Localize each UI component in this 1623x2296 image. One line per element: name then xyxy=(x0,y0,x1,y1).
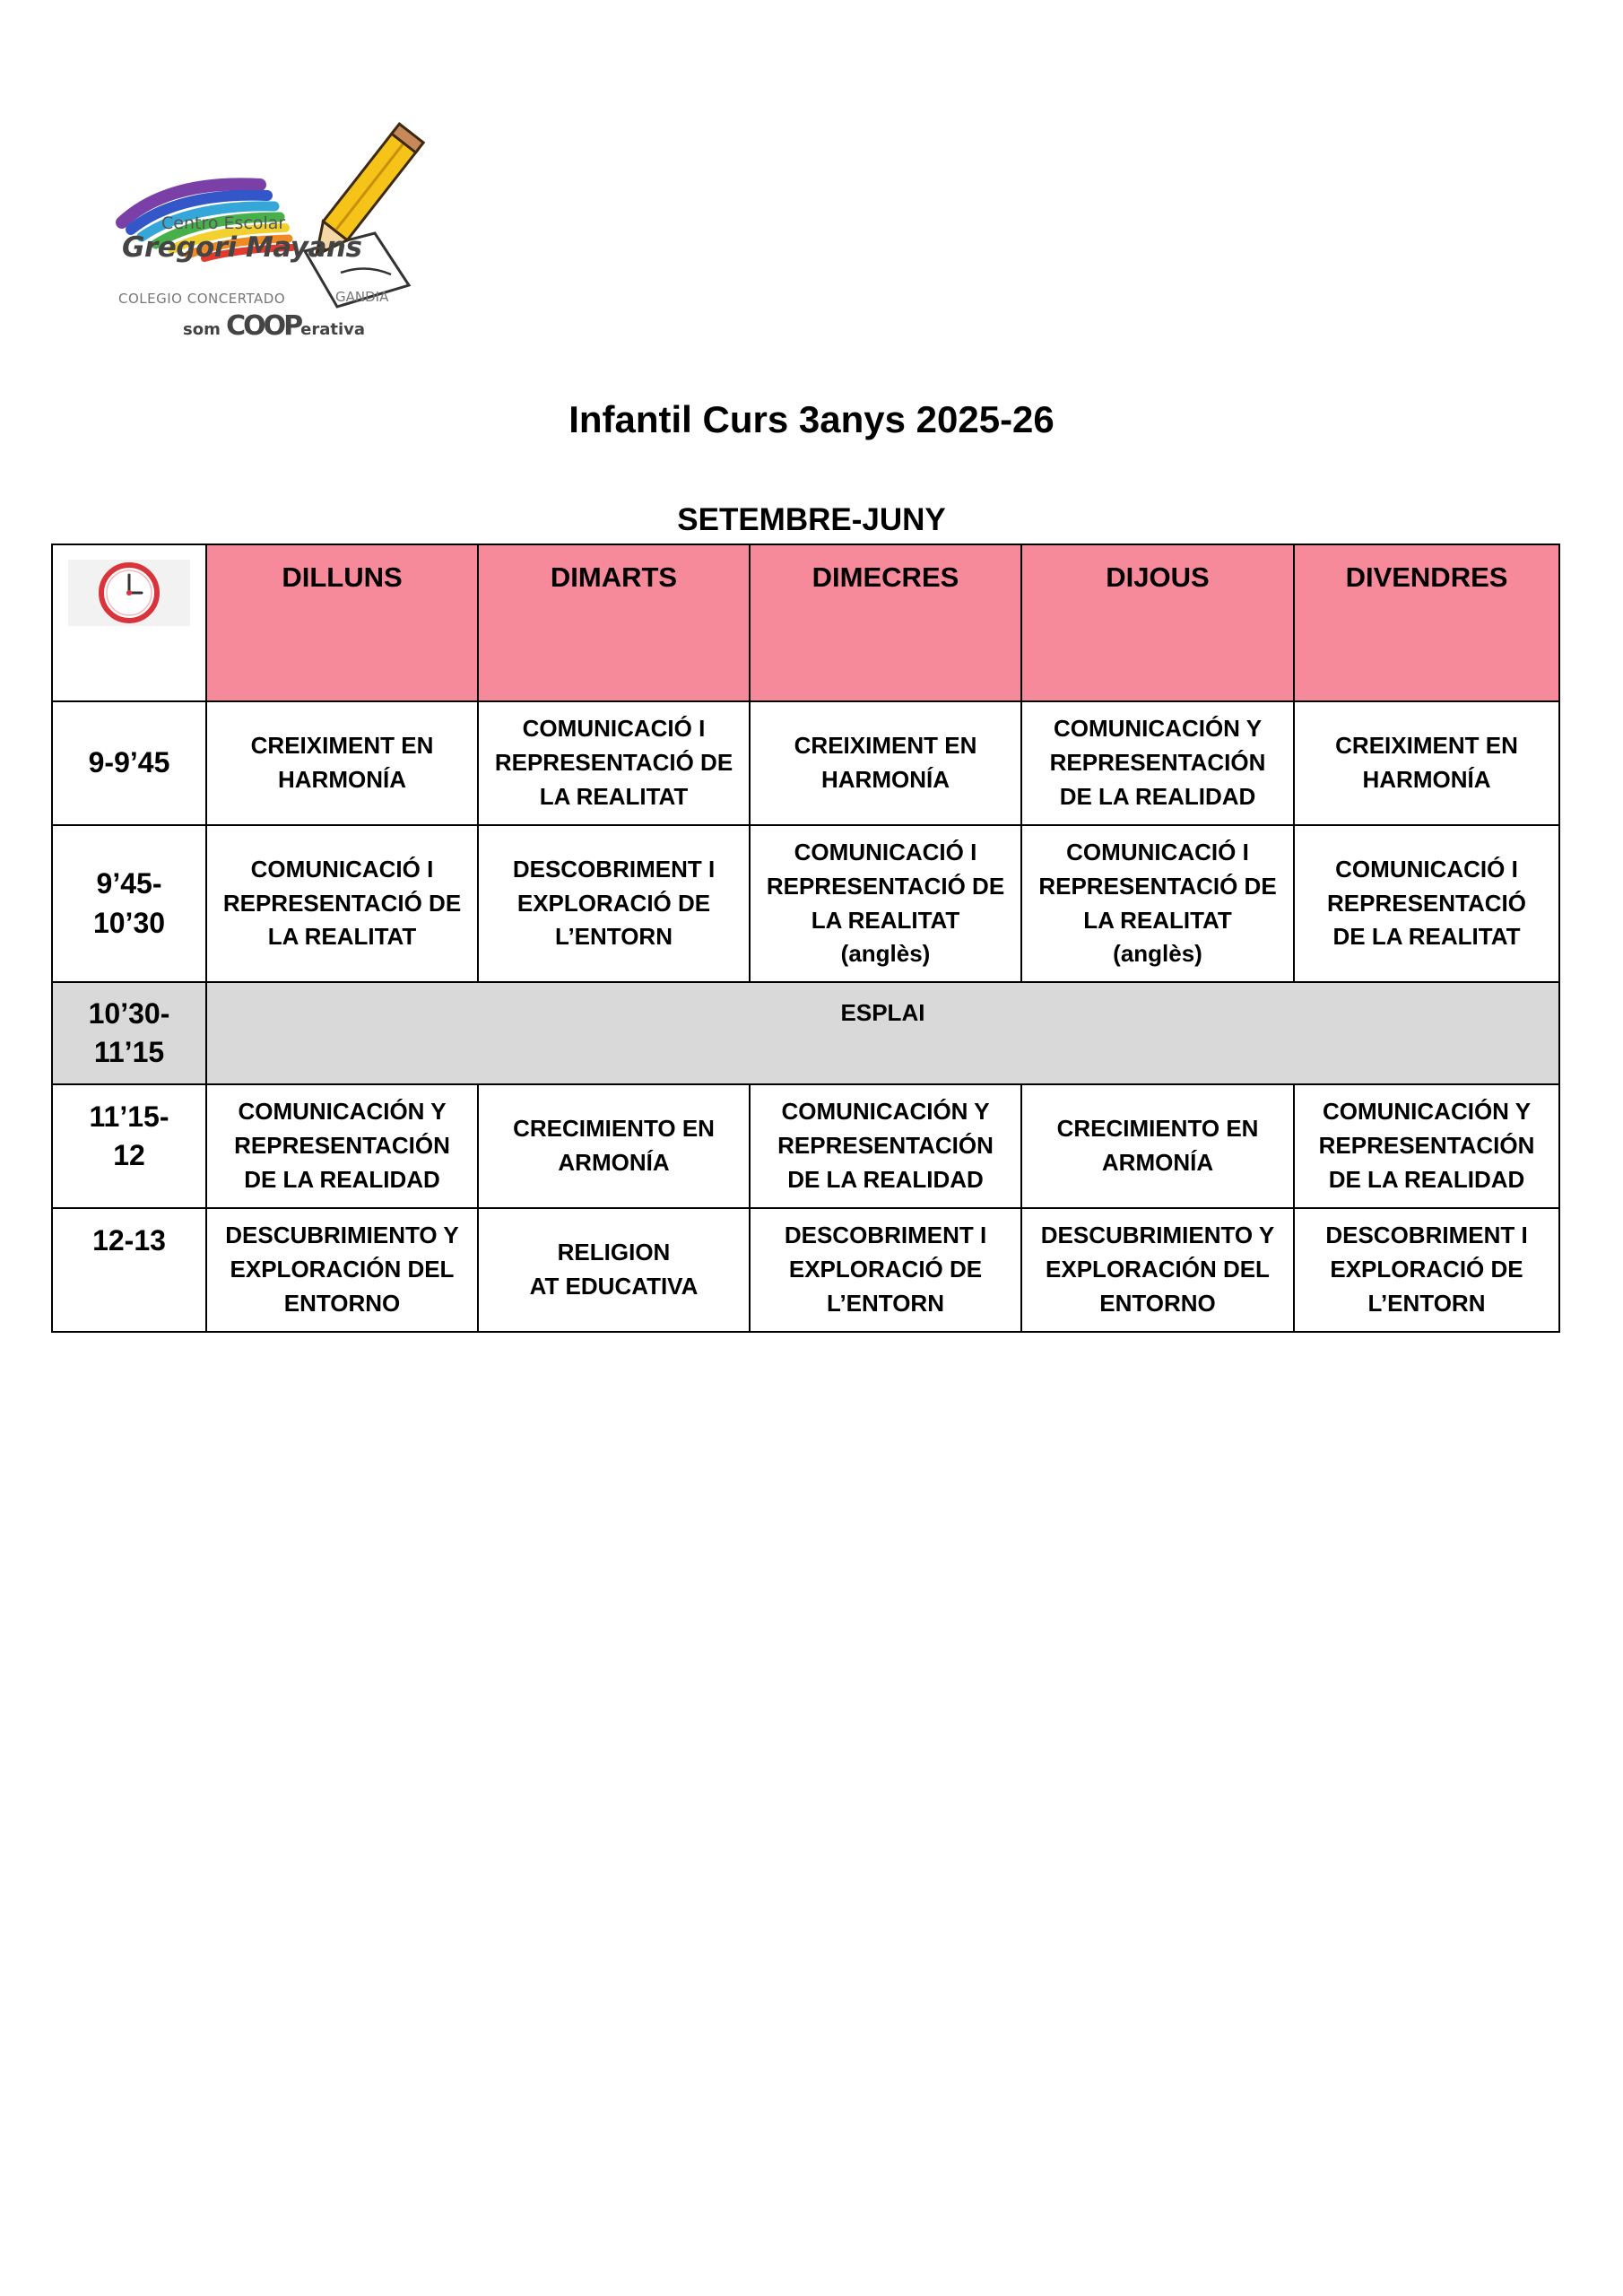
time-slot-row xyxy=(52,701,1559,825)
subject-line: COMUNICACIÓ I xyxy=(1066,839,1249,866)
subject-line: (anglès) xyxy=(1113,940,1202,968)
subject-line: COMUNICACIÓ I xyxy=(522,715,706,743)
subject-cell xyxy=(478,825,750,982)
subject-line: REPRESENTACIÓN xyxy=(1049,749,1266,777)
time-slot-cell xyxy=(52,1084,206,1208)
header-row xyxy=(52,544,1559,701)
subject-cell xyxy=(478,701,750,825)
subject-line: REPRESENTACIÓ DE xyxy=(494,749,733,777)
time-slot-cell xyxy=(52,701,206,825)
day-header-monday: DILLUNS xyxy=(206,544,478,701)
subject-cell xyxy=(206,825,478,982)
subject-cell xyxy=(478,1208,750,1332)
logo-subtitle: COLEGIO CONCERTADO xyxy=(118,291,286,307)
subject-cell xyxy=(206,1208,478,1332)
timetable-body xyxy=(52,701,1559,1332)
subject-line: DESCOBRIMENT I xyxy=(784,1222,987,1249)
subject-line: COMUNICACIÓN Y xyxy=(781,1098,990,1126)
subject-line: DESCOBRIMENT I xyxy=(512,855,716,883)
time-slot-line: 11’15 xyxy=(93,1036,165,1068)
subject-line: CREIXIMENT EN xyxy=(1335,732,1518,760)
subject-cell xyxy=(1021,701,1294,825)
time-slot-cell xyxy=(52,825,206,982)
subject-line: LA REALITAT xyxy=(539,782,689,810)
subject-line: DESCUBRIMIENTO Y xyxy=(1040,1222,1275,1249)
subject-line: REPRESENTACIÓN xyxy=(234,1132,450,1160)
subject-line: L’ENTORN xyxy=(827,1289,944,1317)
subject-cell xyxy=(206,701,478,825)
subject-cell xyxy=(750,701,1021,825)
subject-line: EXPLORACIÓN DEL xyxy=(230,1256,455,1283)
subject-cell xyxy=(750,825,1021,982)
subject-line: RELIGION xyxy=(557,1239,671,1266)
subject-line: COMUNICACIÓN Y xyxy=(1322,1098,1532,1126)
subject-cell xyxy=(1021,1084,1294,1208)
subject-cell xyxy=(478,1084,750,1208)
subject-cell xyxy=(750,1208,1021,1332)
logo-coop-prefix: som xyxy=(183,320,221,339)
time-slot-row xyxy=(52,825,1559,982)
day-header-thursday: DIJOUS xyxy=(1021,544,1294,701)
subject-line: L’ENTORN xyxy=(1367,1289,1486,1317)
subject-cell xyxy=(1294,701,1559,825)
subject-line: AT EDUCATIVA xyxy=(529,1273,699,1300)
time-slot-line: 12 xyxy=(113,1139,145,1172)
day-header-friday: DIVENDRES xyxy=(1294,544,1559,701)
subject-line: CRECIMIENTO EN xyxy=(1056,1115,1259,1143)
subject-cell xyxy=(1294,1084,1559,1208)
subject-line: COMUNICACIÓN Y xyxy=(1053,715,1263,743)
time-slot-line: 12-13 xyxy=(92,1224,166,1257)
subject-line: EXPLORACIÓ DE xyxy=(1330,1256,1523,1283)
page-title: Infantil Curs 3anys 2025-26 xyxy=(568,398,1055,440)
subject-line: COMUNICACIÓN Y xyxy=(238,1098,447,1126)
subject-line: REPRESENTACIÓ DE xyxy=(1038,872,1277,900)
subject-line: COMUNICACIÓ I xyxy=(1335,855,1518,883)
subject-line: (anglès) xyxy=(840,940,931,968)
subject-cell xyxy=(750,1084,1021,1208)
break-cell: ESPLAI xyxy=(206,982,1559,1084)
time-slot-cell xyxy=(52,1208,206,1332)
clock-header-cell xyxy=(52,544,206,701)
subject-line: REPRESENTACIÓ DE xyxy=(766,872,1005,900)
day-header-wednesday: DIMECRES xyxy=(750,544,1021,701)
subject-line: REPRESENTACIÓ DE xyxy=(222,889,462,917)
subject-line: HARMONÍA xyxy=(821,766,950,793)
subject-line: ENTORNO xyxy=(283,1289,401,1317)
subject-line: EXPLORACIÓ DE xyxy=(516,889,711,917)
time-slot-line: 10’30- xyxy=(88,996,170,1030)
subject-cell xyxy=(1294,825,1559,982)
logo-coop-tagline xyxy=(183,310,365,342)
period-title: SETEMBRE-JUNY xyxy=(677,502,946,537)
subject-line: CREIXIMENT EN xyxy=(794,732,977,760)
subject-line: DE LA REALIDAD xyxy=(244,1165,440,1193)
subject-line: HARMONÍA xyxy=(1362,766,1491,793)
subject-cell xyxy=(1294,1208,1559,1332)
time-slot-line: 11’15- xyxy=(89,1100,169,1133)
subject-line: DE LA REALIDAD xyxy=(1059,782,1256,810)
logo-coop-mark: COOP xyxy=(226,310,301,342)
subject-line: ARMONÍA xyxy=(558,1149,670,1176)
logo-coop-suffix: erativa xyxy=(300,320,366,339)
time-slot-row xyxy=(52,1084,1559,1208)
subject-line: COMUNICACIÓ I xyxy=(794,839,977,866)
subject-cell xyxy=(206,1084,478,1208)
subject-line: CRECIMIENTO EN xyxy=(513,1115,715,1143)
time-slot-line: 9’45- xyxy=(96,867,162,900)
subject-line: COMUNICACIÓ I xyxy=(250,855,434,883)
subject-line: DE LA REALITAT xyxy=(1332,923,1521,951)
subject-line: DESCUBRIMIENTO Y xyxy=(225,1222,459,1249)
subject-line: LA REALITAT xyxy=(811,906,960,934)
logo-school-name: Gregori Mayans xyxy=(122,231,362,264)
subject-line: DE LA REALIDAD xyxy=(1328,1165,1525,1193)
subject-line: ARMONÍA xyxy=(1101,1149,1214,1176)
time-slot-row xyxy=(52,1208,1559,1332)
subject-line: REPRESENTACIÓN xyxy=(1318,1132,1535,1160)
break-row xyxy=(52,982,1559,1084)
subject-line: L’ENTORN xyxy=(555,923,673,951)
school-logo xyxy=(106,115,429,348)
logo-centre-label: Centro Escolar xyxy=(161,213,286,233)
time-slot-line: 9-9’45 xyxy=(88,746,170,779)
time-slot-line: 10’30 xyxy=(92,906,166,939)
subject-cell xyxy=(1021,825,1294,982)
day-header-tuesday: DIMARTS xyxy=(478,544,750,701)
subject-line: LA REALITAT xyxy=(1083,906,1232,934)
subject-cell xyxy=(1021,1208,1294,1332)
clock-icon xyxy=(68,560,190,626)
subject-line: LA REALITAT xyxy=(267,923,417,951)
subject-line: DE LA REALIDAD xyxy=(787,1165,984,1193)
subject-line: ENTORNO xyxy=(1099,1289,1216,1317)
subject-line: REPRESENTACIÓ xyxy=(1327,889,1526,917)
subject-line: EXPLORACIÓ DE xyxy=(788,1256,983,1283)
timetable xyxy=(51,544,1560,1333)
subject-line: DESCOBRIMENT I xyxy=(1325,1222,1528,1249)
time-slot-cell xyxy=(52,982,206,1084)
subject-line: REPRESENTACIÓN xyxy=(777,1132,994,1160)
subject-line: EXPLORACIÓN DEL xyxy=(1046,1256,1270,1283)
subject-line: HARMONÍA xyxy=(278,766,406,793)
logo-city: GANDIA xyxy=(335,289,389,305)
subject-line: CREIXIMENT EN xyxy=(250,732,434,760)
